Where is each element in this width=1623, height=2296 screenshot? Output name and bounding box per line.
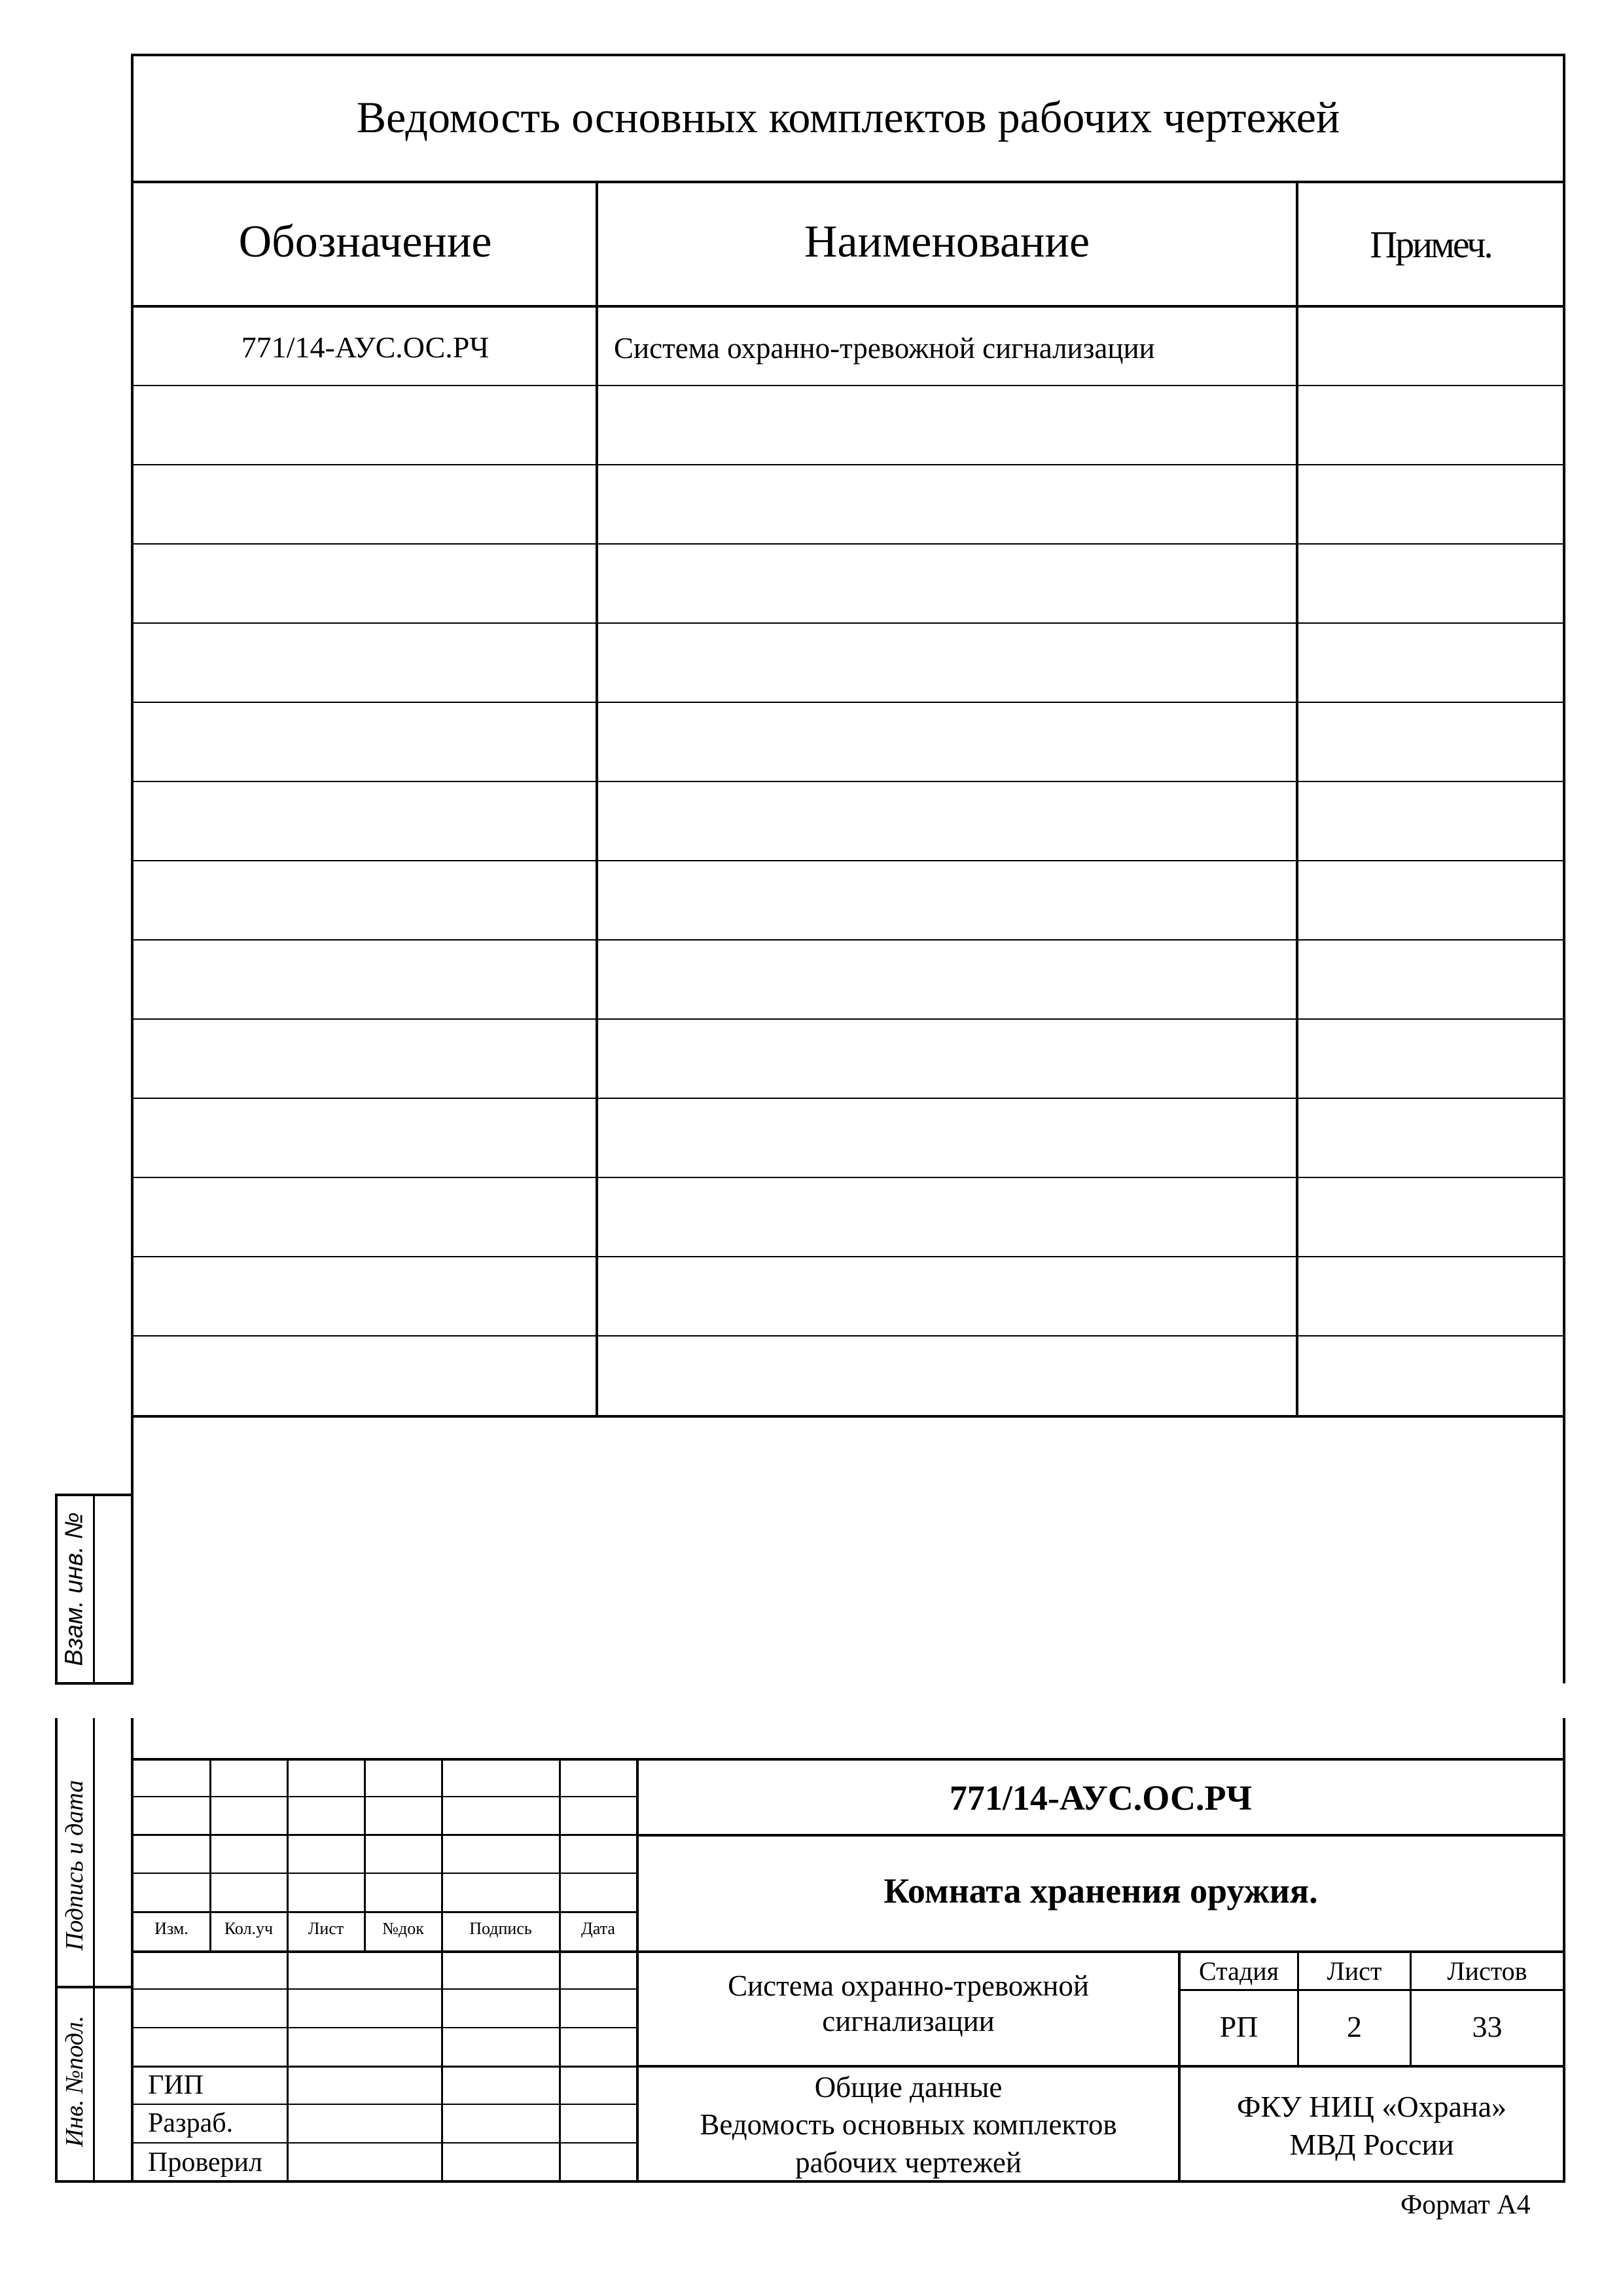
doc-name-line2: Ведомость основных комплектов (700, 2108, 1117, 2141)
side-label-sign-date: Подпись и дата (61, 1780, 88, 1951)
format-label: Формат А4 (1400, 2190, 1531, 2220)
rev-header-change: Изм. (154, 1919, 188, 1938)
doc-name-line3: рабочих чертежей (795, 2146, 1022, 2179)
rev-header-doc: №док (382, 1919, 424, 1938)
sheets-label: Листов (1447, 1956, 1527, 1986)
role-checker: Проверил (148, 2147, 262, 2178)
rev-header-date: Дата (581, 1919, 615, 1938)
rev-header-signature: Подпись (469, 1919, 532, 1938)
table-row-name: Система охранно-тревожной сигнализации (614, 332, 1155, 365)
role-developer: Разраб. (148, 2108, 234, 2138)
sheets-value: 33 (1472, 2010, 1503, 2043)
stage-value: РП (1219, 2010, 1258, 2043)
side-label-inv-orig: Инв. №подл. (61, 2015, 88, 2147)
doc-name-line1: Общие данные (814, 2071, 1003, 2104)
column-header-note: Примеч. (1370, 223, 1491, 266)
sheet-label: Лист (1327, 1956, 1382, 1986)
organization-line1: ФКУ НИЦ «Охрана» (1236, 2090, 1507, 2123)
side-label-replace-inv: Взам. инв. № (60, 1512, 88, 1666)
rev-header-sheet: Лист (308, 1919, 344, 1938)
sheet-value: 2 (1347, 2010, 1362, 2043)
sheet-title: Ведомость основных комплектов рабочих чертежей (356, 92, 1340, 142)
system-name-line1: Система охранно-тревожной (728, 1969, 1089, 2002)
system-name-line2: сигнализации (822, 2005, 995, 2037)
table-row-designation: 771/14-АУС.ОС.РЧ (241, 331, 490, 364)
object-name: Комната хранения оружия. (883, 1871, 1318, 1910)
organization-line2: МВД России (1289, 2128, 1454, 2161)
role-chief-engineer: ГИП (148, 2070, 204, 2100)
column-header-name: Наименование (804, 217, 1090, 267)
column-header-designation: Обозначение (238, 217, 492, 267)
document-code: 771/14-АУС.ОС.РЧ (949, 1778, 1253, 1818)
rev-header-count: Кол.уч (224, 1919, 274, 1938)
stage-label: Стадия (1198, 1956, 1279, 1986)
